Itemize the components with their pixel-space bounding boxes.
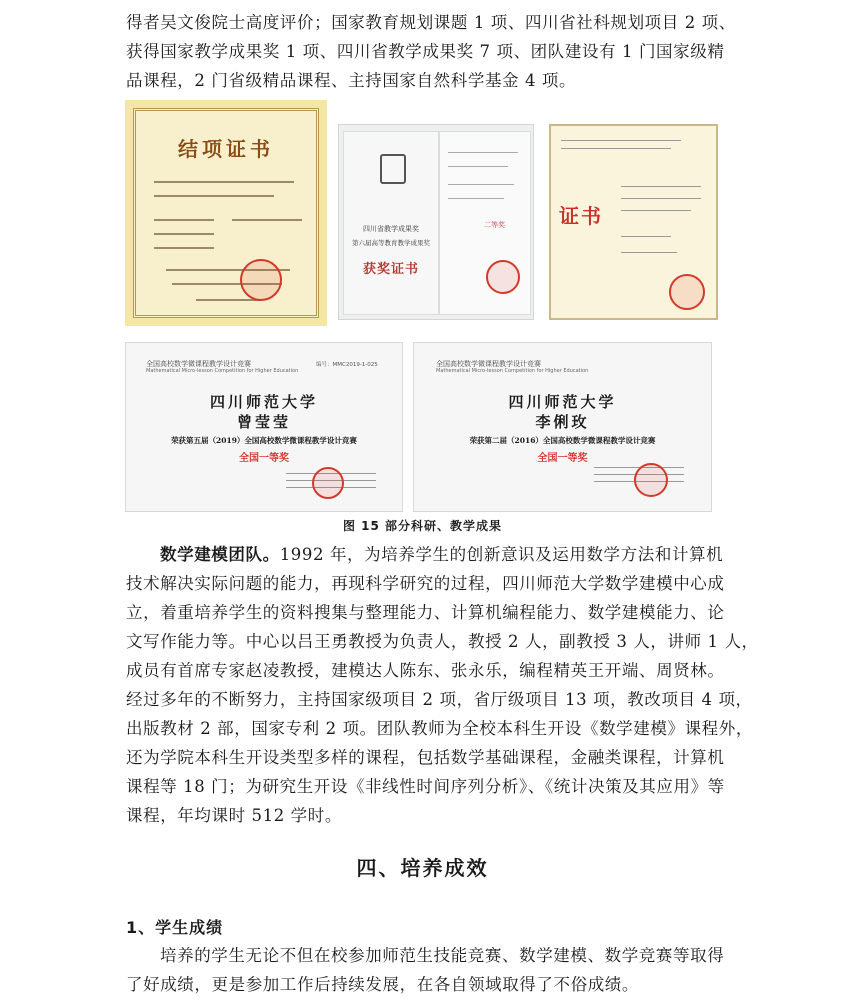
intro-line-2: 获得国家教学成果奖 1 项、四川省教学成果奖 7 项、团队建设有 1 门国家级精	[126, 42, 725, 61]
certificate-image	[549, 124, 718, 320]
team-lead-heading: 数学建模团队。	[160, 545, 280, 564]
certificate-title: 证书	[559, 204, 603, 228]
competition-header: 全国高校数学微课程教学设计竞赛	[436, 360, 541, 368]
team-line-1-text: 1992 年，为培养学生的创新意识及运用数学方法和计算机	[279, 545, 724, 564]
award-prize: 全国一等奖	[537, 453, 588, 464]
competition-header: 全国高校数学微课程教学设计竞赛	[146, 360, 251, 368]
section-title: 四、培养成效	[356, 856, 489, 880]
award-label: 四川省教学成果奖	[363, 225, 419, 233]
red-seal-icon	[312, 467, 344, 499]
team-line: 出版教材 2 部，国家专利 2 项。团队教师为全校本科生开设《数学建模》课程外，	[126, 719, 753, 738]
team-line-1	[126, 540, 726, 569]
awardee-name: 李俐玫	[535, 413, 590, 431]
competition-certificate-1-image	[125, 342, 403, 512]
student-line-1: 培养的学生无论不但在校参加师范生技能竞赛、数学建模、数学竞赛等取得	[160, 946, 725, 965]
completion-certificate-title: 结项证书	[178, 137, 274, 161]
team-line: 课程等 18 门；为研究生开设《非线性时间序列分析》、《统计决策及其应用》等	[126, 777, 725, 796]
intro-paragraph	[126, 8, 736, 95]
student-paragraph	[126, 941, 726, 999]
emblem-icon	[380, 154, 406, 184]
competition-serial: 编号：MMC2019-1-025	[316, 362, 378, 368]
teaching-award-certificate-image	[338, 124, 534, 320]
figure-caption: 图 15 部分科研、教学成果	[342, 519, 503, 533]
team-paragraph	[126, 540, 759, 830]
school-name: 四川师范大学	[508, 393, 617, 411]
award-subtitle: 第六届高等教育教学成果奖	[352, 239, 430, 247]
awardee-name: 曾莹莹	[236, 413, 291, 431]
competition-certificate-2-image	[413, 342, 712, 512]
intro-line-3: 品课程，2 门省级精品课程、主持国家自然科学基金 4 项。	[126, 71, 577, 90]
completion-certificate-image	[125, 100, 327, 326]
award-honor: 荣获第五届（2019）全国高校数学微课程教学设计竞赛	[171, 436, 357, 445]
team-line: 技术解决实际问题的能力，再现科学研究的过程，四川师范大学数学建模中心成	[126, 574, 725, 593]
competition-header-en: Mathematical Micro-lesson Competition for Higher Education	[436, 368, 589, 374]
red-seal-icon	[634, 463, 668, 497]
subsection-title: 1、学生成绩	[126, 918, 224, 937]
student-line-2: 了好成绩，更是参加工作后持续发展，在各自领域取得了不俗成绩。	[126, 975, 639, 994]
intro-line-1: 得者吴文俊院士高度评价；国家教育规划课题 1 项、四川省社科规划项目 2 项、	[126, 13, 736, 32]
team-line: 课程，年均课时 512 学时。	[126, 806, 342, 825]
award-certificate-heading: 获奖证书	[362, 262, 419, 277]
team-line: 还为学院本科生开设类型多样的课程，包括数学基础课程，金融类课程，计算机	[126, 748, 725, 767]
school-name: 四川师范大学	[209, 393, 318, 411]
red-seal-icon	[669, 274, 705, 310]
team-line: 经过多年的不断努力，主持国家级项目 2 项，省厅级项目 13 项，教改项目 4 项，	[126, 690, 753, 709]
team-line: 成员有首席专家赵凌教授，建模达人陈东、张永乐，编程精英王开端、周贤林。	[126, 661, 725, 680]
red-seal-icon	[486, 260, 520, 294]
team-line: 文写作能力等。中心以吕王勇教授为负责人，教授 2 人，副教授 3 人，讲师 1 人，	[126, 632, 759, 651]
award-grade: 二等奖	[484, 221, 505, 229]
team-line: 立，着重培养学生的资料搜集与整理能力、计算机编程能力、数学建模能力、论	[126, 603, 725, 622]
red-seal-icon	[240, 259, 282, 301]
award-honor: 荣获第二届（2016）全国高校数学微课程教学设计竞赛	[469, 436, 656, 445]
award-prize: 全国一等奖	[239, 453, 289, 464]
competition-header-en: Mathematical Micro-lesson Competition for Higher Education	[146, 368, 299, 374]
